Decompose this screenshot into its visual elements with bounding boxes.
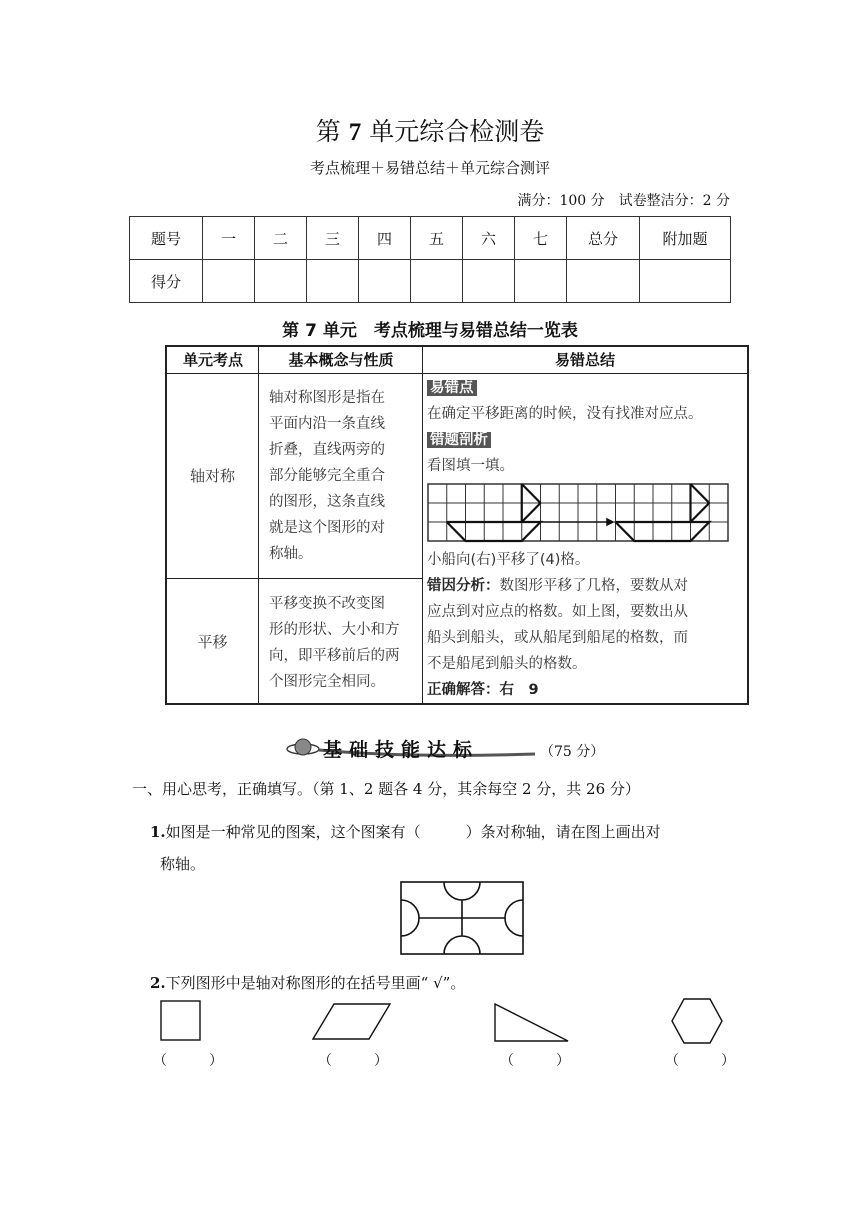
score-cell[interactable]: [463, 260, 515, 303]
concept-line: 轴对称图形是指在: [269, 390, 385, 406]
boat-shape-original: [447, 484, 541, 541]
divider: [167, 578, 423, 579]
concept-line: 形的形状、大小和方: [269, 622, 400, 638]
concept-line: 平移变换不改变图: [269, 596, 385, 612]
score-header-cell: 五: [411, 217, 463, 260]
hexagon-shape: [671, 998, 723, 1044]
answer-paren[interactable]: （ ）: [153, 1053, 223, 1069]
score-cell[interactable]: [307, 260, 359, 303]
score-header-cell: 题号: [130, 217, 203, 260]
answer-paren[interactable]: （ ）: [500, 1053, 570, 1069]
topic-translation: 平移: [197, 633, 228, 651]
correct-answer: 右 9: [499, 682, 539, 698]
cause-line: 船头到船头，或从船尾到船尾的格数，而: [427, 630, 688, 646]
score-header-cell: 一: [203, 217, 255, 260]
score-header-cell: 附加题: [640, 217, 731, 260]
concept-line: 部分能够完全重合: [269, 468, 385, 484]
concept-line: 折叠，直线两旁的: [269, 442, 385, 458]
concept-axial-symmetry: [269, 385, 419, 567]
score-cell[interactable]: [203, 260, 255, 303]
score-cell[interactable]: [411, 260, 463, 303]
score-cell[interactable]: [567, 260, 640, 303]
score-cell[interactable]: [255, 260, 307, 303]
page-title: 第 7 单元综合检测卷: [315, 117, 545, 146]
score-table: [129, 216, 731, 303]
question-1-text: 如图是一种常见的图案，这个图案有（ ）条对称轴，请在图上画出对: [165, 823, 661, 841]
review-section-title: 第 7 单元 考点梳理与易错总结一览表: [282, 321, 578, 341]
analysis-answer: 小船向(右)平移了(4)格。: [427, 552, 590, 568]
divider: [258, 347, 259, 703]
analysis-tag: 错题剖析: [427, 432, 491, 448]
translation-arrow: [541, 519, 614, 525]
analysis-prompt: 看图填一填。: [427, 458, 514, 474]
cause-line: 数图形平移了几格，要数从对: [499, 578, 688, 594]
review-header-concept: 基本概念与性质: [259, 347, 423, 374]
concept-line: 平面内沿一条直线: [269, 416, 385, 432]
boat-shape-translated: [616, 484, 710, 541]
concept-line: 称轴。: [269, 546, 313, 562]
concept-line: 向，即平移前后的两: [269, 648, 400, 664]
symmetry-pattern-figure[interactable]: [399, 880, 527, 958]
divider: [422, 347, 423, 703]
score-cell[interactable]: [515, 260, 567, 303]
question-group-heading: 一、用心思考，正确填写。（第 1、2 题各 4 分，其余每空 2 分，共 26 分）: [132, 780, 640, 798]
concept-line: 就是这个图形的对: [269, 520, 385, 536]
score-header-cell: 二: [255, 217, 307, 260]
cause-line: 应点到对应点的格数。如上图，要数出从: [427, 604, 688, 620]
error-summary: [427, 375, 747, 479]
question-number: 1.: [150, 823, 166, 841]
score-cell[interactable]: [359, 260, 411, 303]
translation-grid-figure: [427, 483, 731, 545]
error-summary-lower: [427, 547, 747, 703]
square-shape: [160, 1000, 202, 1042]
right-triangle-shape: [494, 1003, 570, 1043]
page-subtitle: 考点梳理＋易错总结＋单元综合测评: [309, 159, 550, 177]
score-info: 满分：100 分 试卷整洁分：2 分: [517, 193, 730, 209]
question-2: [150, 972, 465, 993]
parallelogram-shape: [312, 1003, 392, 1041]
error-point-tag: 易错点: [427, 380, 477, 396]
score-header-cell: 七: [515, 217, 567, 260]
error-point-text: 在确定平移距离的时候，没有找准对应点。: [427, 406, 703, 422]
score-table-score-row: [130, 260, 731, 303]
answer-paren[interactable]: （ ）: [318, 1053, 388, 1069]
concept-translation: [269, 591, 419, 695]
section-banner-title: 基础技能达标: [323, 739, 480, 761]
planet-icon: [295, 739, 311, 755]
topic-axial-symmetry: 轴对称: [189, 467, 235, 485]
cause-line: 不是船尾到船头的格数。: [427, 656, 587, 672]
score-header-cell: 四: [359, 217, 411, 260]
question-2-text: 下列图形中是轴对称图形的在括号里画“ √”。: [165, 974, 466, 992]
question-1-text-cont: 称轴。: [160, 855, 206, 873]
concept-line: 个图形完全相同。: [269, 674, 385, 690]
cause-label: 错因分析：: [427, 578, 500, 594]
correct-label: 正确解答：: [427, 682, 500, 698]
section-banner-score: （75 分）: [540, 744, 605, 760]
score-cell[interactable]: [640, 260, 731, 303]
score-row-label: 得分: [130, 260, 203, 303]
score-header-cell: 六: [463, 217, 515, 260]
answer-paren[interactable]: （ ）: [665, 1053, 735, 1069]
review-header-errors: 易错总结: [423, 347, 747, 374]
question-number: 2.: [150, 974, 166, 992]
score-header-cell: 总分: [567, 217, 640, 260]
review-header-topic: 单元考点: [167, 347, 259, 374]
review-table: [165, 345, 749, 705]
score-table-header-row: [130, 217, 731, 260]
score-header-cell: 三: [307, 217, 359, 260]
concept-line: 的图形，这条直线: [269, 494, 385, 510]
question-1: [150, 816, 740, 880]
